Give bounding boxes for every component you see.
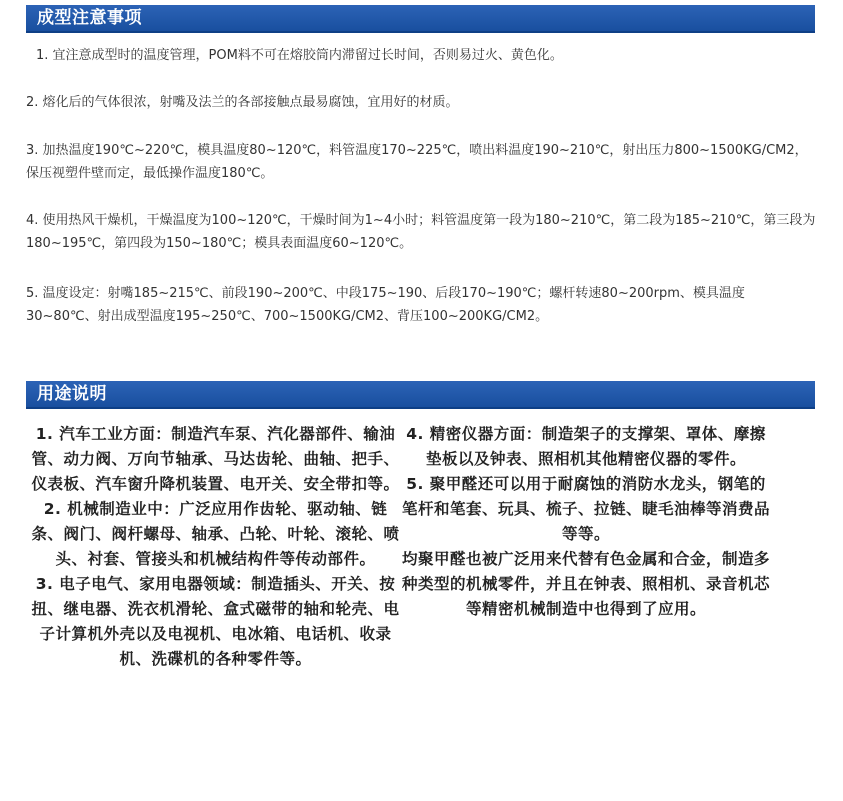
molding-note: 5. 温度设定：射嘴185~215℃、前段190~200℃、中段175~190、后段170~190℃；螺杆转速80~200rpm、模具温度30~80℃、射出成型温度195~250℃、700~1500KG/CM2、背压100~200KG/CM2。 <box>26 286 745 324</box>
molding-note: 3. 加热温度190℃~220℃，模具温度80~120℃，料管温度170~225℃，喷出料温度190~210℃，射出压力800~1500KG/CM2，保压视塑件壁而定，最低操作温度180℃。 <box>26 143 808 181</box>
usage-paragraph: 3. 电子电气、家用电器领域：制造插头、开关、按扭、继电器、洗衣机滑轮、盒式磁带的轴和轮壳、电子计算机外壳以及电视机、电冰箱、电话机、收录机、洗碟机的各种零件等。 <box>31 575 400 668</box>
molding-note: 4. 使用热风干燥机，干燥温度为100~120℃，干燥时间为1~4小时；料管温度第一段为180~210℃，第二段为185~210℃，第三段为180~195℃，第四段为150~180℃；模具表面温度60~120℃。 <box>26 213 816 251</box>
usage-paragraph: 5. 聚甲醛还可以用于耐腐蚀的消防水龙头，钢笔的笔杆和笔套、玩具、梳子、拉链、睫毛油棒等消费品等等。 <box>401 475 770 543</box>
usage-paragraph: 2. 机械制造业中：广泛应用作齿轮、驱动轴、链条、阀门、阀杆螺母、轴承、凸轮、叶轮、滚轮、喷头、衬套、管接头和机械结构件等传动部件。 <box>31 500 400 568</box>
molding-note: 2. 熔化后的气体很浓，射嘴及法兰的各部接触点最易腐蚀，宜用好的材质。 <box>26 95 459 110</box>
section-header-usage <box>26 381 815 409</box>
usage-paragraph: 1. 汽车工业方面：制造汽车泵、汽化器部件、输油管、动力阀、万向节轴承、马达齿轮、曲轴、把手、仪表板、汽车窗升降机装置、电开关、安全带扣等。 <box>31 425 400 493</box>
usage-column-right <box>400 422 772 622</box>
usage-paragraph: 4. 精密仪器方面：制造架子的支撑架、罩体、摩擦垫板以及钟表、照相机其他精密仪器的零件。 <box>406 425 766 468</box>
section-title: 用途说明 <box>37 384 107 404</box>
section-title: 成型注意事项 <box>37 8 142 28</box>
molding-note: 1. 宜注意成型时的温度管理，POM料不可在熔胶筒内滞留过长时间，否则易过火、黄色化。 <box>36 48 563 63</box>
section-header-molding-notes <box>26 5 815 33</box>
usage-paragraph: 均聚甲醛也被广泛用来代替有色金属和合金，制造多种类型的机械零件，并且在钟表、照相机、录音机芯等精密机械制造中也得到了应用。 <box>401 550 770 618</box>
usage-column-left <box>28 422 403 672</box>
